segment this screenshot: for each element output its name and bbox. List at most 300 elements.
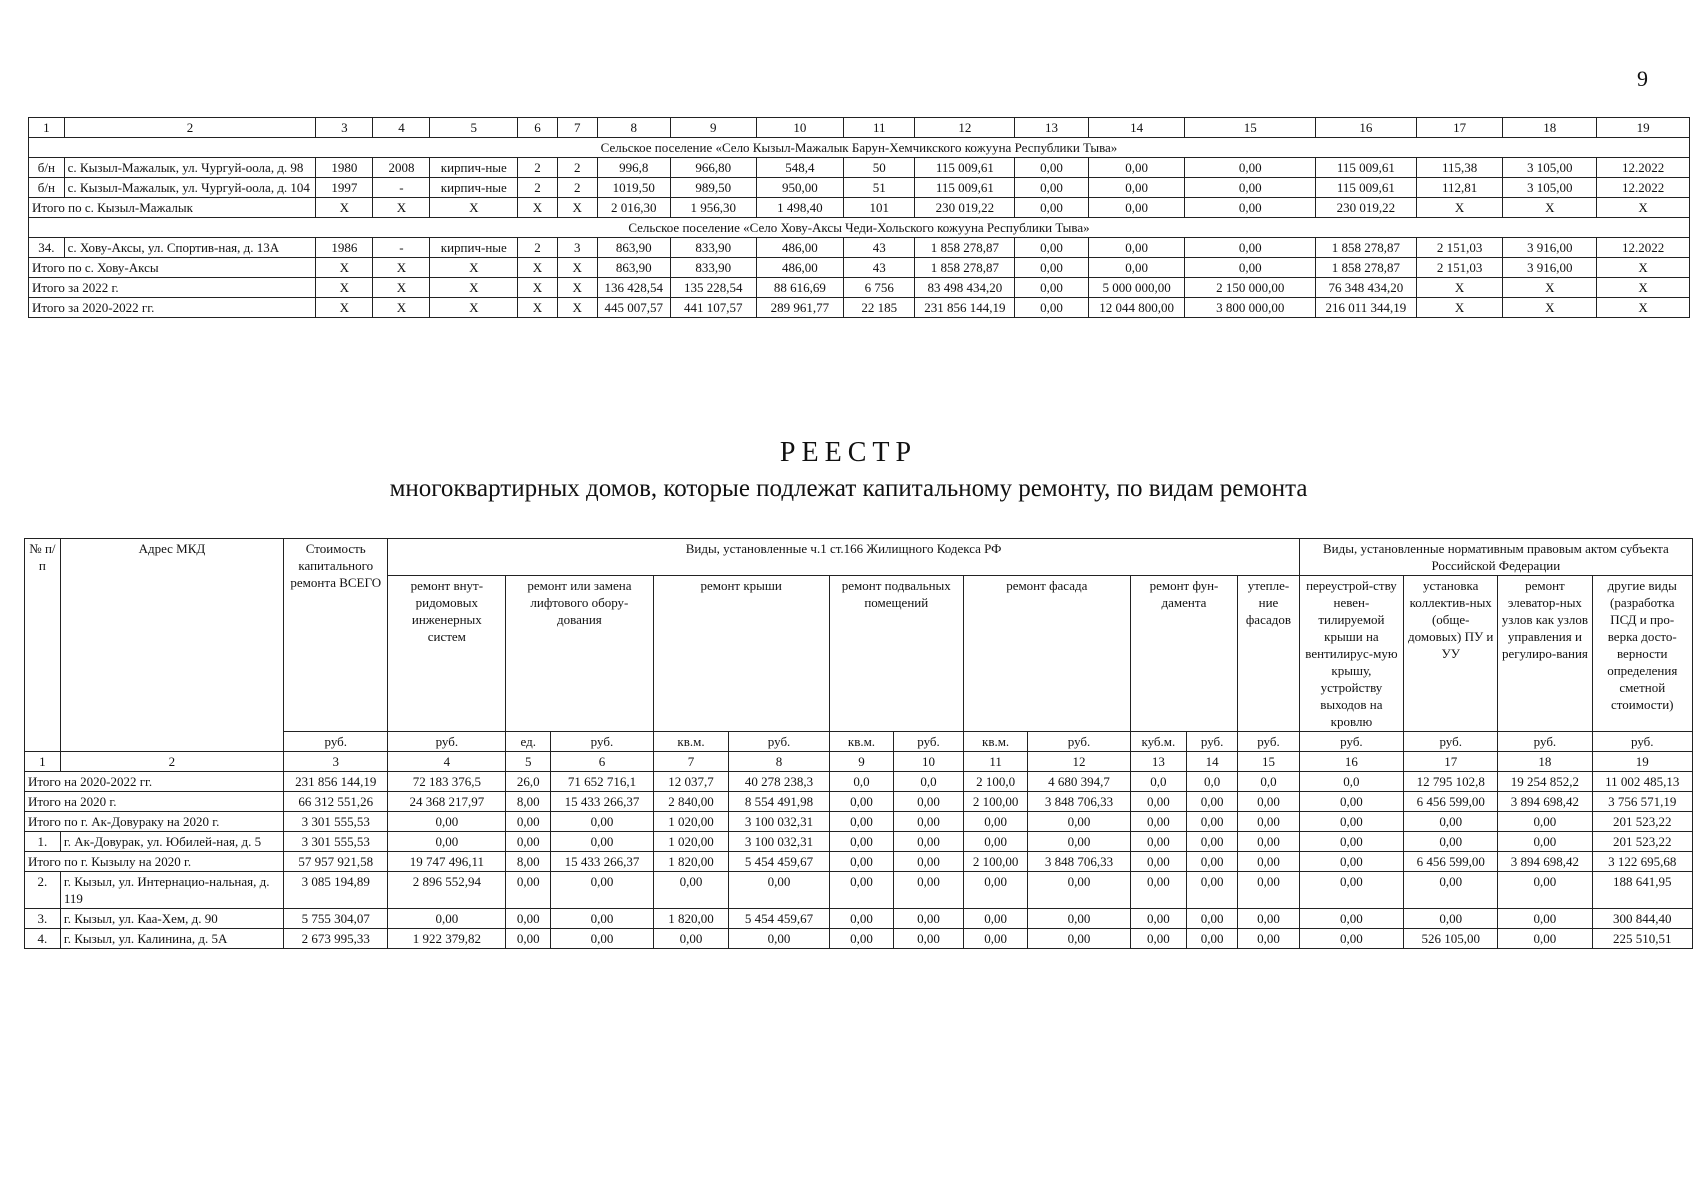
column-number: 11 [963, 752, 1028, 772]
column-number: 9 [670, 118, 756, 138]
table-cell: 0,00 [1404, 812, 1498, 832]
table-cell: X [1597, 198, 1690, 218]
table-cell: 0,00 [1299, 792, 1403, 812]
table-cell: 0,00 [1187, 812, 1238, 832]
table-cell: 0,00 [551, 909, 653, 929]
table-cell: 0,00 [1187, 852, 1238, 872]
table-cell: 2 150 000,00 [1185, 278, 1315, 298]
table-cell: X [373, 198, 430, 218]
table-cell: 0,00 [1404, 909, 1498, 929]
header-repair-type: установка коллектив-ных (обще-домовых) ПУ и УУ [1404, 576, 1498, 732]
table-cell: 0,00 [1238, 832, 1299, 852]
total-row [29, 278, 1690, 298]
page-number: 9 [1637, 66, 1648, 91]
table-cell: X [518, 258, 558, 278]
table-cell: 4. [25, 929, 61, 949]
table-cell: 0,00 [1015, 278, 1088, 298]
table-cell: 135 228,54 [670, 278, 756, 298]
table-cell: 863,90 [597, 258, 670, 278]
column-number: 13 [1015, 118, 1088, 138]
table-cell: X [1503, 298, 1597, 318]
table-cell: 0,00 [963, 812, 1028, 832]
column-number: 13 [1130, 752, 1186, 772]
table-cell: 0,00 [1187, 832, 1238, 852]
table-cell: 966,80 [670, 158, 756, 178]
table-cell: 0,00 [551, 929, 653, 949]
table-cell: 0,00 [1185, 238, 1315, 258]
header-unit: руб. [1238, 732, 1299, 752]
table-cell: 0,00 [1088, 178, 1185, 198]
table-cell: 0,0 [1238, 772, 1299, 792]
section-title: Сельское поселение «Село Хову-Аксы Чеди-Хольского кожууна Республики Тыва» [29, 218, 1690, 238]
table-cell: 115 009,61 [1315, 178, 1416, 198]
header-unit: руб. [1592, 732, 1692, 752]
table-cell: 0,00 [506, 812, 551, 832]
table-cell: 0,00 [1185, 258, 1315, 278]
table-cell: 0,00 [1088, 238, 1185, 258]
table-cell: 0,00 [388, 832, 506, 852]
address-cell: г. Кызыл, ул. Каа-Хем, д. 90 [60, 909, 283, 929]
header-repair-type: ремонт крыши [653, 576, 829, 732]
table-cell: 0,00 [1404, 832, 1498, 852]
table-cell: 50 [844, 158, 915, 178]
table-cell: 0,00 [653, 929, 729, 949]
table-cell: 2 151,03 [1416, 258, 1503, 278]
header-row-1 [25, 539, 1693, 576]
table-cell: 0,00 [1028, 872, 1130, 909]
table-cell: 0,0 [894, 772, 964, 792]
total-row [25, 852, 1693, 872]
table-cell: 0,00 [506, 929, 551, 949]
table-cell: 57 957 921,58 [284, 852, 388, 872]
column-number: 9 [829, 752, 894, 772]
column-number: 19 [1597, 118, 1690, 138]
column-number: 17 [1416, 118, 1503, 138]
table-cell: 863,90 [597, 238, 670, 258]
table-cell: 0,00 [963, 832, 1028, 852]
table-cell: 989,50 [670, 178, 756, 198]
table-cell: X [430, 198, 518, 218]
table-cell: 216 011 344,19 [1315, 298, 1416, 318]
table-cell: X [518, 298, 558, 318]
table-cell: X [316, 278, 373, 298]
header-number: № п/п [25, 539, 61, 752]
table-cell: 2008 [373, 158, 430, 178]
column-number: 6 [518, 118, 558, 138]
table-cell: 0,00 [1187, 792, 1238, 812]
table-cell: 8,00 [506, 792, 551, 812]
table-cell: 0,00 [1028, 832, 1130, 852]
table-cell: 0,00 [829, 909, 894, 929]
table-cell: 0,00 [963, 929, 1028, 949]
address-cell: с. Хову-Аксы, ул. Спортив-ная, д. 13А [64, 238, 316, 258]
table-cell: 0,00 [829, 812, 894, 832]
header-unit: руб. [284, 732, 388, 752]
table-cell: 2 100,00 [963, 792, 1028, 812]
table-cell: 8,00 [506, 852, 551, 872]
total-label: Итого на 2020-2022 гг. [25, 772, 284, 792]
table-cell: 1 858 278,87 [915, 258, 1015, 278]
total-label: Итого по г. Кызылу на 2020 г. [25, 852, 284, 872]
table-cell: 3 800 000,00 [1185, 298, 1315, 318]
table-cell: 115,38 [1416, 158, 1503, 178]
table-cell: 0,00 [1238, 812, 1299, 832]
table-cell: X [430, 278, 518, 298]
table-cell: 0,00 [1130, 929, 1186, 949]
table-cell: 231 856 144,19 [915, 298, 1015, 318]
total-label: Итого по г. Ак-Довураку на 2020 г. [25, 812, 284, 832]
table-cell: 201 523,22 [1592, 832, 1692, 852]
header-total-cost: Стоимость капитального ремонта ВСЕГО [284, 539, 388, 732]
table-cell: 0,00 [894, 832, 964, 852]
table-cell: X [557, 298, 597, 318]
column-number: 14 [1187, 752, 1238, 772]
table-cell: кирпич-ные [430, 178, 518, 198]
table-cell: 0,00 [894, 872, 964, 909]
table-cell: 0,00 [1498, 909, 1592, 929]
header-unit: руб. [551, 732, 653, 752]
table-cell: 0,00 [1015, 258, 1088, 278]
table-cell: 6 756 [844, 278, 915, 298]
table-cell: 3 756 571,19 [1592, 792, 1692, 812]
table-cell: X [316, 198, 373, 218]
table-cell: 71 652 716,1 [551, 772, 653, 792]
address-cell: г. Ак-Довурак, ул. Юбилей-ная, д. 5 [60, 832, 283, 852]
table-cell: 19 254 852,2 [1498, 772, 1592, 792]
table-cell: 0,00 [1185, 178, 1315, 198]
table-cell: 0,00 [506, 832, 551, 852]
table-cell: 526 105,00 [1404, 929, 1498, 949]
table-cell: 3 894 698,42 [1498, 852, 1592, 872]
column-number: 10 [756, 118, 844, 138]
table-cell: 72 183 376,5 [388, 772, 506, 792]
table-cell: 1 498,40 [756, 198, 844, 218]
table-cell: 0,0 [1299, 772, 1403, 792]
address-cell: г. Кызыл, ул. Калинина, д. 5А [60, 929, 283, 949]
table-cell: 3 122 695,68 [1592, 852, 1692, 872]
table-cell: 441 107,57 [670, 298, 756, 318]
table-cell: 0,00 [551, 832, 653, 852]
table-cell: 0,00 [963, 872, 1028, 909]
registry-title: РЕЕСТР [779, 437, 918, 468]
table-cell: 3 100 032,31 [729, 812, 829, 832]
header-unit: кв.м. [653, 732, 729, 752]
column-number: 4 [373, 118, 430, 138]
address-cell: с. Кызыл-Мажалык, ул. Чургуй-оола, д. 104 [64, 178, 316, 198]
column-number: 12 [1028, 752, 1130, 772]
table-cell: 3 848 706,33 [1028, 852, 1130, 872]
table-cell: 115 009,61 [915, 178, 1015, 198]
table-cell: 19 747 496,11 [388, 852, 506, 872]
table-cell: 0,00 [1187, 872, 1238, 909]
table-cell: 833,90 [670, 238, 756, 258]
table-cell: 0,00 [894, 792, 964, 812]
table-cell: 2 [518, 238, 558, 258]
column-number: 14 [1088, 118, 1185, 138]
column-number: 16 [1315, 118, 1416, 138]
table-cell: 115 009,61 [1315, 158, 1416, 178]
table-cell: 3 301 555,53 [284, 832, 388, 852]
header-unit: кв.м. [829, 732, 894, 752]
table-cell: 43 [844, 258, 915, 278]
table-cell: 3 [557, 238, 597, 258]
table-cell: 0,00 [1498, 812, 1592, 832]
table-cell: 0,00 [894, 852, 964, 872]
table-cell: 0,00 [829, 792, 894, 812]
header-unit: руб. [1299, 732, 1403, 752]
table-cell: 0,00 [1028, 909, 1130, 929]
table-cell: 0,00 [1015, 238, 1088, 258]
table-cell: 0,00 [1299, 852, 1403, 872]
table-cell: X [557, 278, 597, 298]
table-cell: 1. [25, 832, 61, 852]
table-cell: 0,00 [1185, 158, 1315, 178]
table-cell: 2 [518, 158, 558, 178]
table-cell: 548,4 [756, 158, 844, 178]
table-cell: 12 037,7 [653, 772, 729, 792]
table-cell: 22 185 [844, 298, 915, 318]
table-cell: 3 301 555,53 [284, 812, 388, 832]
table-cell: 289 961,77 [756, 298, 844, 318]
column-number: 4 [388, 752, 506, 772]
table-cell: 1 020,00 [653, 832, 729, 852]
table-cell: 0,00 [1299, 872, 1403, 909]
table-cell: 0,00 [1185, 198, 1315, 218]
table-cell: 1 820,00 [653, 852, 729, 872]
table-cell: 0,00 [829, 929, 894, 949]
column-number: 6 [551, 752, 653, 772]
header-repair-type: утепле-ние фасадов [1238, 576, 1299, 732]
table-cell: 0,00 [963, 909, 1028, 929]
total-row [25, 792, 1693, 812]
table-cell: 0,00 [894, 909, 964, 929]
table-cell: 0,00 [1299, 832, 1403, 852]
table-cell: кирпич-ные [430, 238, 518, 258]
table-cell: 2 673 995,33 [284, 929, 388, 949]
table-cell: X [373, 298, 430, 318]
table-cell: 230 019,22 [1315, 198, 1416, 218]
table-cell: 3 105,00 [1503, 158, 1597, 178]
table-cell: 0,00 [894, 929, 964, 949]
table-cell: - [373, 238, 430, 258]
header-repair-type: ремонт фасада [963, 576, 1130, 732]
table-cell: 15 433 266,37 [551, 792, 653, 812]
table-cell: X [1416, 198, 1503, 218]
table-cell: 5 454 459,67 [729, 909, 829, 929]
table-cell: 0,00 [1498, 929, 1592, 949]
table-cell: - [373, 178, 430, 198]
table-cell: 3 085 194,89 [284, 872, 388, 909]
table-cell: X [373, 258, 430, 278]
column-number: 19 [1592, 752, 1692, 772]
table-cell: 833,90 [670, 258, 756, 278]
header-unit: руб. [1028, 732, 1130, 752]
table-row [29, 238, 1690, 258]
table-cell: 3 848 706,33 [1028, 792, 1130, 812]
header-repair-type: другие виды (разработка ПСД и про-верка досто-верности определения сметной стоимости) [1592, 576, 1692, 732]
table-cell: 0,00 [388, 812, 506, 832]
table-cell: 83 498 434,20 [915, 278, 1015, 298]
table-cell: 0,00 [1130, 872, 1186, 909]
column-number: 7 [653, 752, 729, 772]
table-cell: X [373, 278, 430, 298]
table-cell: 2 [518, 178, 558, 198]
header-unit: куб.м. [1130, 732, 1186, 752]
table-cell: X [430, 258, 518, 278]
column-number: 16 [1299, 752, 1403, 772]
column-number: 7 [557, 118, 597, 138]
table-cell: 950,00 [756, 178, 844, 198]
table-cell: 1 956,30 [670, 198, 756, 218]
table-cell: 1 020,00 [653, 812, 729, 832]
column-number: 5 [430, 118, 518, 138]
table-cell: 201 523,22 [1592, 812, 1692, 832]
total-label: Итого по с. Хову-Аксы [29, 258, 316, 278]
header-unit: руб. [388, 732, 506, 752]
header-row-numbers [25, 752, 1693, 772]
table-cell: 5 755 304,07 [284, 909, 388, 929]
table-cell: 0,00 [1187, 909, 1238, 929]
table-cell: 0,00 [551, 872, 653, 909]
table-cell: 445 007,57 [597, 298, 670, 318]
table-cell: 1019,50 [597, 178, 670, 198]
table-cell: 43 [844, 238, 915, 258]
table-cell: 1 858 278,87 [1315, 258, 1416, 278]
table-cell: 0,00 [1088, 158, 1185, 178]
total-label: Итого за 2022 г. [29, 278, 316, 298]
section-row [29, 138, 1690, 158]
table-cell: 230 019,22 [915, 198, 1015, 218]
table-cell: 2 840,00 [653, 792, 729, 812]
table-cell: 0,00 [1130, 852, 1186, 872]
table-cell: б/н [29, 158, 65, 178]
column-number: 2 [64, 118, 316, 138]
table-cell: X [1597, 298, 1690, 318]
column-number: 8 [597, 118, 670, 138]
table-cell: 2. [25, 872, 61, 909]
table-cell: 2 [557, 178, 597, 198]
table-cell: 0,00 [1238, 872, 1299, 909]
table-cell: 0,00 [1299, 909, 1403, 929]
table-cell: 0,00 [894, 812, 964, 832]
table-cell: 2 896 552,94 [388, 872, 506, 909]
table-cell: 101 [844, 198, 915, 218]
table-cell: 0,00 [1238, 909, 1299, 929]
table-cell: 12 795 102,8 [1404, 772, 1498, 792]
table-cell: 0,00 [506, 909, 551, 929]
table-cell: 0,00 [551, 812, 653, 832]
table-cell: 3 916,00 [1503, 258, 1597, 278]
table-cell: 0,00 [829, 872, 894, 909]
table-cell: 0,00 [1028, 929, 1130, 949]
section-title: Сельское поселение «Село Кызыл-Мажалык Барун-Хемчикского кожууна Республики Тыва» [29, 138, 1690, 158]
table-cell: 0,00 [1015, 178, 1088, 198]
table-cell: 26,0 [506, 772, 551, 792]
table-cell: 1980 [316, 158, 373, 178]
table-cell: 4 680 394,7 [1028, 772, 1130, 792]
table-cell: 0,00 [1299, 929, 1403, 949]
table-row [29, 178, 1690, 198]
header-repair-type: ремонт элеватор-ных узлов как узлов управления и регулиро-вания [1498, 576, 1592, 732]
table-cell: 300 844,40 [1592, 909, 1692, 929]
table-row [25, 909, 1693, 929]
column-number: 5 [506, 752, 551, 772]
header-group-housing-code: Виды, установленные ч.1 ст.166 Жилищного Кодекса РФ [388, 539, 1299, 576]
total-row [29, 258, 1690, 278]
table-cell: X [1416, 278, 1503, 298]
header-unit: руб. [1498, 732, 1592, 752]
table-cell: 2 151,03 [1416, 238, 1503, 258]
header-unit: руб. [729, 732, 829, 752]
table-cell: б/н [29, 178, 65, 198]
header-repair-type: ремонт подвальных помещений [829, 576, 963, 732]
header-unit: кв.м. [963, 732, 1028, 752]
table-cell: 12.2022 [1597, 238, 1690, 258]
table-cell: 6 456 599,00 [1404, 852, 1498, 872]
table-cell: X [316, 298, 373, 318]
table-cell: 0,00 [729, 872, 829, 909]
table-cell: 12 044 800,00 [1088, 298, 1185, 318]
column-number: 17 [1404, 752, 1498, 772]
table-cell: 0,00 [653, 872, 729, 909]
table-row [25, 929, 1693, 949]
table-cell: 0,00 [1088, 198, 1185, 218]
table-cell: 188 641,95 [1592, 872, 1692, 909]
column-number: 11 [844, 118, 915, 138]
column-number: 1 [29, 118, 65, 138]
table-cell: 225 510,51 [1592, 929, 1692, 949]
table-cell: 0,00 [1130, 792, 1186, 812]
table-cell: 2 016,30 [597, 198, 670, 218]
table-cell: 3 105,00 [1503, 178, 1597, 198]
header-unit: руб. [1187, 732, 1238, 752]
column-number-row [29, 118, 1690, 138]
table-cell: X [1597, 278, 1690, 298]
table-cell: 1997 [316, 178, 373, 198]
table-cell: 112,81 [1416, 178, 1503, 198]
table-cell: 2 [557, 158, 597, 178]
table-cell: 0,00 [1299, 812, 1403, 832]
table-cell: 0,00 [729, 929, 829, 949]
header-group-regional-act: Виды, установленные нормативным правовым актом субъекта Российской Федерации [1299, 539, 1692, 576]
table-cell: 2 100,00 [963, 852, 1028, 872]
column-number: 10 [894, 752, 964, 772]
table-cell: 231 856 144,19 [284, 772, 388, 792]
table-cell: X [1503, 278, 1597, 298]
table-cell: 0,0 [829, 772, 894, 792]
column-number: 12 [915, 118, 1015, 138]
header-repair-type: переустрой-ству невен-тилируемой крыши на вентилирус-мую крышу, устройству выходов на кровлю [1299, 576, 1403, 732]
total-row [25, 812, 1693, 832]
table-cell: 0,00 [1187, 929, 1238, 949]
table-cell: 0,00 [1130, 909, 1186, 929]
table-cell: 0,0 [1130, 772, 1186, 792]
table-row [25, 832, 1693, 852]
table-cell: 0,00 [1498, 832, 1592, 852]
table-cell: 1 858 278,87 [915, 238, 1015, 258]
table-cell: X [1503, 198, 1597, 218]
table-cell: 11 002 485,13 [1592, 772, 1692, 792]
column-number: 1 [25, 752, 61, 772]
header-repair-type: ремонт внут-ридомовых инженерных систем [388, 576, 506, 732]
table-cell: 1 820,00 [653, 909, 729, 929]
registry-table [24, 538, 1693, 949]
table-cell: 0,00 [1238, 792, 1299, 812]
column-number: 2 [60, 752, 283, 772]
table-cell: кирпич-ные [430, 158, 518, 178]
table-row [25, 872, 1693, 909]
total-row [25, 772, 1693, 792]
